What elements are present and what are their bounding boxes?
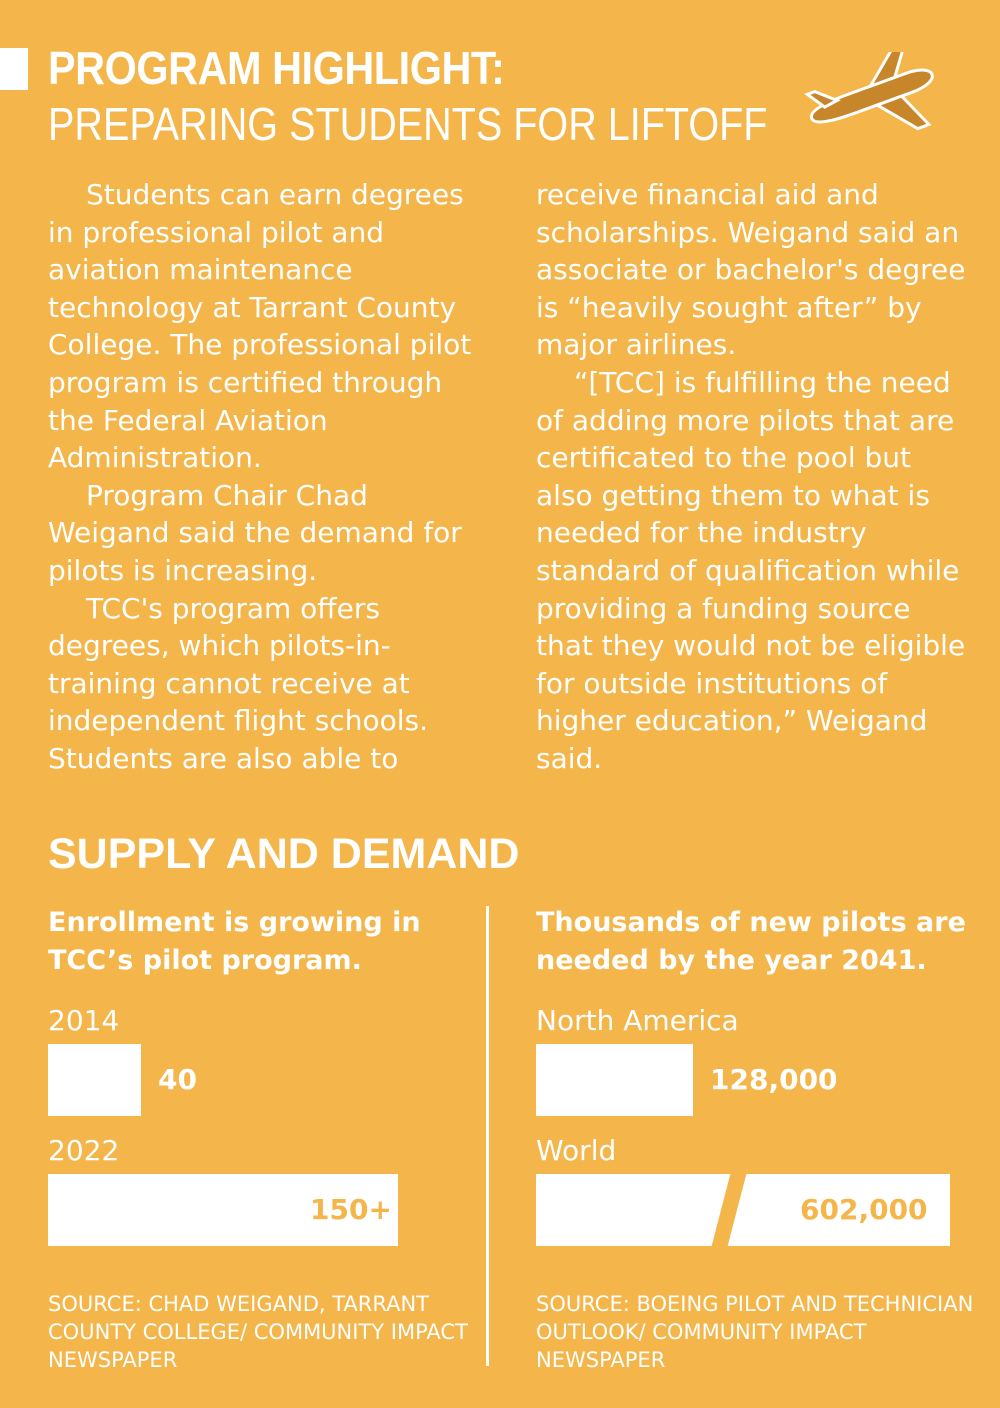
article-paragraph: receive financial aid and scholarships. Weigand said an associate or bachelor's degree is “heavily sought after” by major airlines. <box>536 178 966 362</box>
value-label-world: 602,000 <box>800 1193 928 1226</box>
chart-title-pilots-needed: Thousands of new pilots are needed by the year 2041. <box>536 907 966 976</box>
headline: PROGRAM HIGHLIGHT: <box>48 42 505 94</box>
title-marker <box>0 48 28 90</box>
bar-north-america <box>536 1044 693 1116</box>
article-paragraph: “[TCC] is fulfilling the need of adding more pilots that are certificated to the pool but also getting them to what is needed for the industry standard of qualification while providing a funding source that they would not be eligible for outside institutions of higher education,” Weigand said. <box>536 365 966 775</box>
value-label-2014: 40 <box>158 1063 197 1096</box>
category-label-world: World <box>536 1134 617 1167</box>
chart-title-enrollment: Enrollment is growing in TCC’s pilot program. <box>48 907 421 976</box>
section-title: SUPPLY AND DEMAND <box>48 830 520 878</box>
bar-2014 <box>48 1044 141 1116</box>
category-label-north-america: North America <box>536 1004 739 1037</box>
category-label-2014: 2014 <box>48 1004 120 1037</box>
airplane-icon <box>800 52 940 142</box>
article-column-left <box>48 176 488 778</box>
article-paragraph: Program Chair Chad Weigand said the demand for pilots is increasing. <box>48 478 462 587</box>
article-paragraph: Students can earn degrees in professional pilot and aviation maintenance technology at Tarrant County College. The professional pilot program is certified through the Federal Aviation Administration. <box>48 178 472 475</box>
subheadline: PREPARING STUDENTS FOR LIFTOFF <box>48 98 768 150</box>
source-note-enrollment: SOURCE: CHAD WEIGAND, TARRANT COUNTY COLLEGE/ COMMUNITY IMPACT NEWSPAPER <box>48 1292 468 1372</box>
category-label-2022: 2022 <box>48 1134 120 1167</box>
axis-break-marker <box>700 1160 760 1260</box>
value-label-2022: 150+ <box>310 1193 392 1226</box>
article-column-right <box>536 176 976 778</box>
value-label-north-america: 128,000 <box>710 1063 838 1096</box>
source-note-pilots-needed: SOURCE: BOEING PILOT AND TECHNICIAN OUTLOOK/ COMMUNITY IMPACT NEWSPAPER <box>536 1292 974 1372</box>
article-paragraph: TCC's program offers degrees, which pilots-in-training cannot receive at independent flight schools. Students are also able to <box>48 591 428 775</box>
